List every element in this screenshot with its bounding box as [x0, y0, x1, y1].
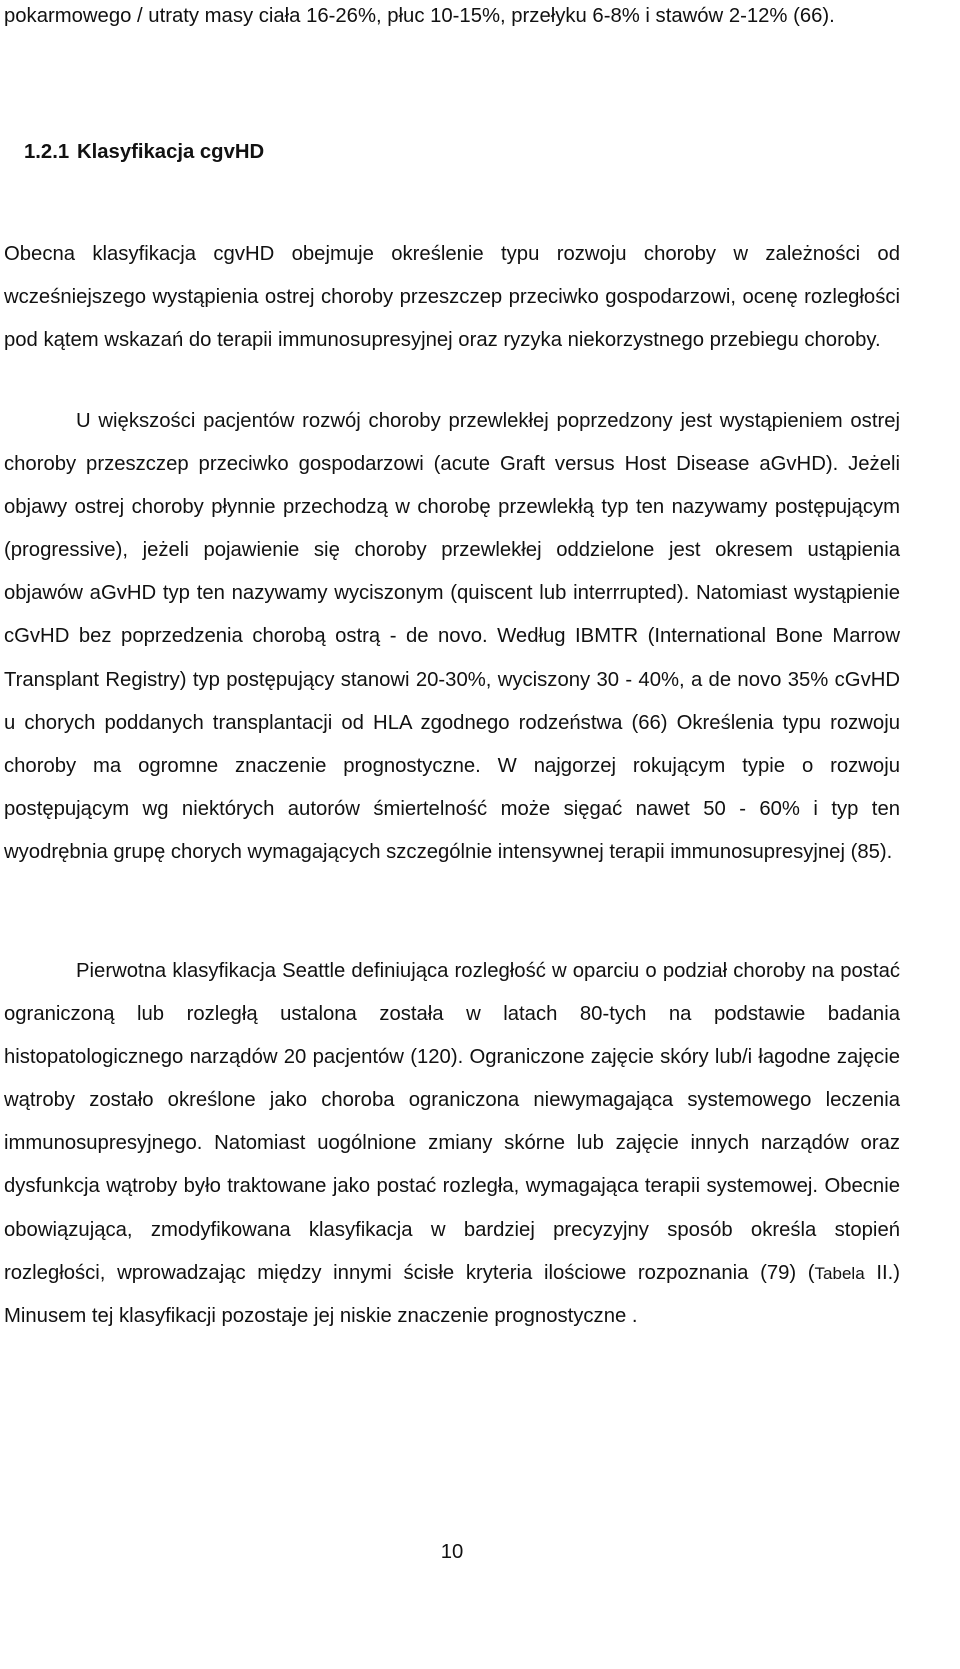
paragraph-disease-types: U większości pacjentów rozwój choroby przewlekłej poprzedzony jest wystąpieniem ostrej choroby przeszczep przeciwko gospodarzowi (acute Graft versus Host Disease aGvHD). Jeżeli objawy ostrej choroby płynnie przechodzą w chorobę przewlekłą typ ten nazywamy postępującym (progressive), jeżeli pojawienie się choroby przewlekłej oddzielone jest okresem ustąpienia objawów aGvHD typ ten nazywamy wyciszonym (quiscent lub interrrupted). Natomiast wystąpienie cGvHD bez poprzedzenia chorobą ostrą - de novo. Według IBMTR (International Bone Marrow Transplant Registry) typ postępujący stanowi 20-30%, wyciszony 30 - 40%, a de novo 35% cGvHD u chorych poddanych transplantacji od HLA zgodnego rodzeństwa (66) Określenia typu rozwoju choroby ma ogromne znaczenie prognostyczne. W najgorzej rokującym typie o rozwoju postępującym wg niektórych autorów śmiertelność może sięgać nawet 50 - 60% i typ ten wyodrębnia grupę chorych wymagających szczególnie intensywnej terapii immunosupresyjnej (85). — [4, 410, 900, 863]
paragraph-seattle-end: ) Minusem tej klasyfikacji pozostaje jej niskie znaczenie prognostyczne . — [4, 1261, 900, 1327]
page-number: 10 — [440, 1541, 464, 1563]
section-number: 1.2.1 — [24, 141, 70, 163]
section-title: Klasyfikacja cgvHD — [77, 141, 265, 163]
paragraph-classification-intro: Obecna klasyfikacja cgvHD obejmuje określenie typu rozwoju choroby w zależności od wcześniejszego wystąpienia ostrej choroby przeszczep przeciwko gospodarzowi, ocenę rozległości pod kątem wskazań do terapii immunosupresyjnej oraz ryzyka niekorzystnego przebiegu choroby. — [4, 243, 900, 352]
table-reference-number: II. — [864, 1261, 894, 1284]
section-heading — [24, 141, 264, 164]
table-reference-label: Tabela — [814, 1263, 865, 1283]
paragraph-seattle-main: Pierwotna klasyfikacja Seattle definiująca rozległość w oparciu o podział choroby na postać ograniczoną lub rozległą ustalona została w latach 80-tych na podstawie badania histopatologicznego narządów 20 pacjentów (120). Ograniczone zajęcie skóry lub/i łagodne zajęcie wątroby zostało określone jako choroba ograniczona niewymagająca systemowego leczenia immunosupresyjnego. Natomiast uogólnione zmiany skórne lub zajęcie innych narządów oraz dysfunkcja wątroby było traktowane jako postać rozległa, wymagająca terapii systemowej. Obecnie obowiązująca, zmodyfikowana klasyfikacja w bardziej precyzyjny sposób określa stopień rozległości, wprowadzając między innymi ścisłe kryteria ilościowe rozpoznania (79) ( — [4, 960, 900, 1284]
paragraph-seattle-classification — [4, 950, 900, 1338]
continuation-text: pokarmowego / utraty masy ciała 16-26%, płuc 10-15%, przełyku 6-8% i stawów 2-12% (66). — [4, 5, 835, 27]
